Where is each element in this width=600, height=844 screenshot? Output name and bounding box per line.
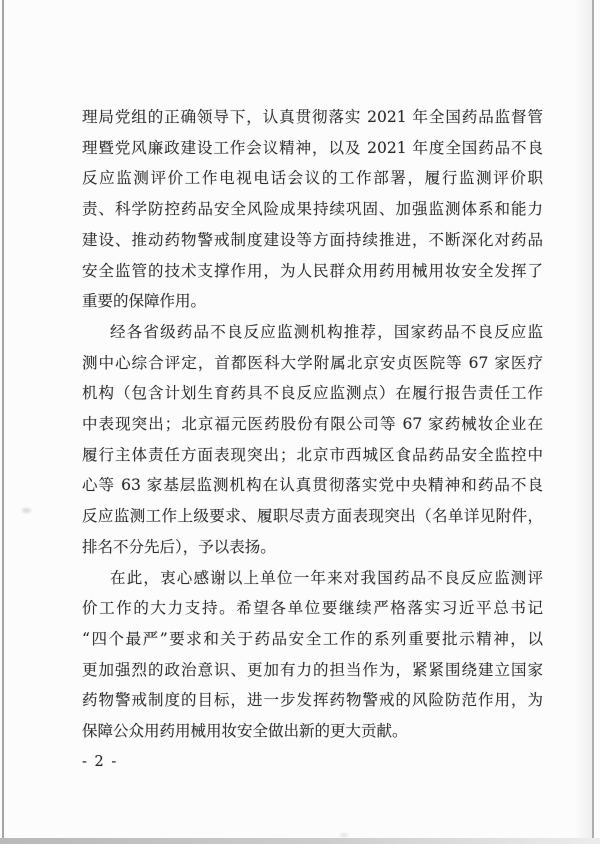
document-line: 理暨党风廉政建设工作会议精神，以及 2021 年度全国药品不良	[82, 138, 543, 157]
document-line: 安全监管的技术支撑作用，为人民群众用药用械用妆安全发挥了	[82, 261, 543, 280]
document-line: 机构（包含计划生育药具不良反应监测点）在履行报告责任工作	[82, 384, 543, 403]
document-line: 价工作的大力支持。希望各单位要继续严格落实习近平总书记	[82, 599, 543, 618]
document-line: 在此，衷心感谢以上单位一年来对我国药品不良反应监测评	[110, 568, 543, 587]
document-line: 责、科学防控药品安全风险成果持续巩固、加强监测体系和能力	[82, 200, 543, 219]
document-line: 重要的保障作用。	[82, 292, 207, 311]
page-number-label: - 2 -	[82, 754, 118, 770]
document-line: 理局党组的正确领导下，认真贯彻落实 2021 年全国药品监督管	[82, 108, 543, 126]
document-line: 中表现突出；北京福元医药股份有限公司等 67 家药械妆企业在	[82, 415, 543, 434]
document-line: 履行主体责任方面表现突出；北京市西城区食品药品安全监控中	[82, 445, 543, 464]
document-text-block	[82, 102, 543, 747]
scan-edge-right	[592, 0, 594, 844]
document-line: 经各省级药品不良反应监测机构推荐，国家药品不良反应监	[110, 322, 543, 341]
document-line: 测中心综合评定，首都医科大学附属北京安贞医院等 67 家医疗	[82, 353, 543, 372]
scan-edge-right-shadow	[574, 0, 592, 844]
document-line: 反应监测评价工作电视电话会议的工作部署，履行监测评价职	[82, 169, 543, 188]
document-line: 排名不分先后），予以表扬。	[82, 537, 276, 556]
document-line: “四个最严”要求和关于药品安全工作的系列重要批示精神，以	[82, 629, 543, 648]
scan-edge-bottom	[0, 838, 600, 844]
document-line: 保障公众用药用械用妆安全做出新的更大贡献。	[82, 722, 408, 741]
document-line: 反应监测工作上级要求、履职尽责方面表现突出（名单详见附件，	[82, 507, 543, 526]
document-line: 建设、推动药物警戒制度建设等方面持续推进，不断深化对药品	[82, 230, 543, 249]
document-line: 心等 63 家基层监测机构在认真贯彻落实党中央精神和药品不良	[82, 476, 543, 495]
scan-smudge	[22, 508, 31, 513]
document-line: 更加强烈的政治意识、更加有力的担当作为，紧紧围绕建立国家	[82, 660, 543, 679]
scan-smudge	[340, 833, 348, 837]
scan-edge-left	[2, 0, 4, 844]
document-line: 药物警戒制度的目标，进一步发挥药物警戒的风险防范作用，为	[82, 691, 543, 710]
